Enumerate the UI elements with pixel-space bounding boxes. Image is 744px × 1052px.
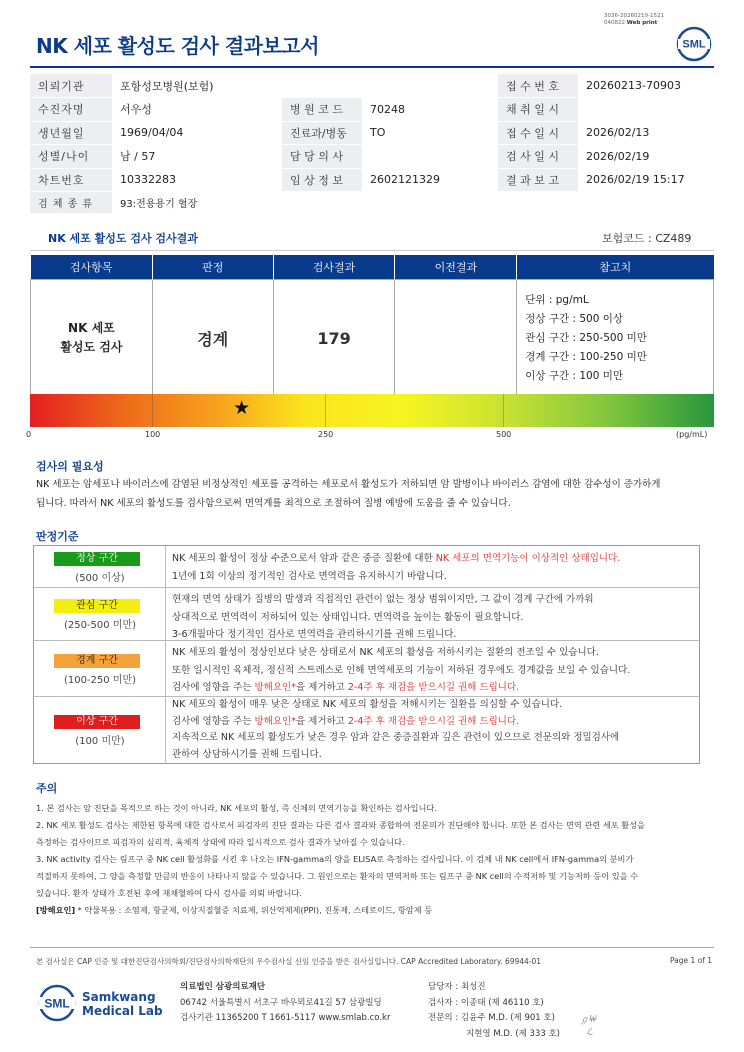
info-value — [362, 145, 498, 169]
info-value: 2026/02/19 — [578, 145, 714, 169]
result-cell — [273, 279, 395, 397]
criteria-line: NK 세포의 활성이 매우 낮은 상태로 NK 세포의 활성을 저해시키는 질환을 의심할 수 있습니다. — [172, 699, 563, 710]
column-header: 검사항목 — [31, 255, 153, 279]
document-id: 3036-20260219-1521 040822 Web print — [604, 13, 664, 26]
info-label: 생년월일 — [30, 121, 112, 145]
signature-mark: ℊ₩ — [580, 1015, 597, 1025]
result-table — [30, 255, 714, 398]
info-value: 93:전용용기 혈장 — [112, 192, 714, 214]
info-label: 진료과/병동 — [282, 121, 362, 145]
reference-cell — [517, 279, 714, 397]
gauge-unit: (pg/mL) — [676, 430, 708, 439]
criteria-range: (100 미만) — [75, 736, 125, 747]
info-label: 임 상 정 보 — [282, 168, 362, 192]
sml-logo-icon — [676, 26, 712, 62]
staff-info: 담당자 : 최성진 검사자 : 이종태 (제 46110 호) 전문의 : 김윤주 M.D. (제 901 호) 지현영 M.D. (제 333 호) — [428, 982, 561, 1039]
test-name: 활성도 검사 — [60, 340, 123, 354]
criteria-range: (500 이상) — [75, 573, 125, 584]
result-value: 179 — [317, 328, 351, 348]
necessity-title: 검사의 필요성 — [36, 460, 104, 473]
criteria-line: 검사에 영향을 주는 방해요인*을 제거하고 2-4주 후 재검을 받으시길 권해 드립니다. — [172, 715, 520, 727]
criteria-title: 판정기준 — [36, 530, 79, 543]
result-gauge-bar — [30, 394, 714, 427]
notes-text: 1. 본 검사는 암 진단을 목적으로 하는 것이 아니라, NK 세포의 활성, 즉 신체의 면역기능을 확인하는 검사입니다. 2. NK 세포 활성도 검사는 제한된 항목에 대한 검사로서 피검자의 진단 결과는 다른 검사 결과와 종합하여 전문의가 진단해야 합니다. 또한 본 검사는 면역 관련 세포 활성을 측정하는 검사이므로 피검자의 심리적, 육체적 상태에 따라 일시적으로 검사 결과가 낮아질 수 있습니다. 3. NK activity 검사는 림프구 중 NK cell 활성화를 시킨 후 나오는 IFN-gamma의 양을 ELISA로 측정하는 검사입니다. 이 검체 내 NK cell에서 IFN-gamma의 분비가 적절하지 못하여, 그 양을 측정할 만큼의 반응이 나타나지 않을 수 있습니다. 그 원인으로는 환자의 면역저하 또는 림프구 중 NK cell의 수적저하 및 기능저하 등이 있을 수 있습니다. 환자 상태가 호전된 후에 재채혈하여 다시 검사를 의뢰 바랍니다. [방해요인] * 약물복용 : 소염제, 항균제, 이상지질혈증 치료제, 위산억제제(PPI), 진통제, 스테로이드, 항암제 등 — [36, 803, 645, 915]
criteria-line: 현재의 면역 상태가 질병의 발생과 직접적인 관련이 없는 정상 범위이지만, 그 값이 경계 구간에 가까워 — [172, 594, 594, 605]
column-header: 이전결과 — [395, 255, 517, 279]
info-label: 차트번호 — [30, 168, 112, 192]
criteria-range: (250-500 미만) — [63, 620, 137, 631]
result-marker-star-icon: ★ — [233, 397, 251, 419]
info-label: 검 체 종 류 — [30, 192, 112, 214]
info-label: 접 수 일 시 — [498, 121, 578, 145]
info-value: 포항성모병원(보험) — [112, 74, 498, 98]
report-title: NK 세포 활성도 검사 결과보고서 — [36, 34, 319, 58]
info-value — [578, 98, 714, 122]
criteria-row-abnormal — [34, 697, 699, 764]
signature-mark: ℒ — [586, 1028, 593, 1038]
criteria-text — [172, 697, 692, 763]
criteria-line: 지속적으로 NK 세포의 활성도가 낮은 경우 암과 같은 중증질환과 깊은 관련이 있으므로 전문의와 정밀검사에 — [172, 732, 620, 743]
info-value: 10332283 — [112, 168, 282, 192]
institution-info: 의료법인 삼광의료재단 06742 서울특별시 서초구 바우뫼로41길 57 삼광빌딩 검사기관 11365200 T 1661-5117 www.smlab.co.kr — [180, 982, 391, 1023]
criteria-line: 또한 일시적인 육체적, 정신적 스트레스로 인해 면역세포의 기능이 저하된 경우에도 경계값을 보일 수 있습니다. — [172, 664, 631, 676]
reference-line: 관심 구간 : 250-500 미만 — [525, 331, 647, 344]
info-label: 담 당 의 사 — [282, 145, 362, 169]
criteria-line: NK 세포의 활성이 정상 수준으로서 암과 같은 중증 질환에 대한 NK 세포의 면역기능이 이상적인 상태입니다. — [172, 553, 621, 564]
info-value: 2026/02/19 15:17 — [578, 168, 714, 192]
info-value: TO — [362, 121, 498, 145]
page-number: Page 1 of 1 — [670, 956, 713, 965]
header-rule — [30, 66, 714, 68]
gauge-label: 100 — [145, 430, 161, 439]
info-value: 서우성 — [112, 98, 282, 122]
footer-rule — [30, 947, 714, 948]
previous-result-cell — [395, 279, 517, 397]
insurance-code: 보험코드 : CZ489 — [602, 232, 692, 245]
necessity-text: NK 세포는 암세포나 바이러스에 감염된 비정상적인 세포를 공격하는 세포로서 활성도가 저하되면 암 발병이나 바이러스 감염에 대한 감수성이 증가하게 됩니다. 따라서 NK 세포의 활성도를 검사함으로써 면역계를 최적으로 조절하여 질병 예방에 도움을 줄 수 있습니다. — [36, 479, 661, 509]
criteria-badge: 이상 구간 — [54, 715, 140, 729]
criteria-line: 상대적으로 면역력이 저하되어 있는 상태입니다. 면역력을 높이는 활동이 필요합니다. — [172, 611, 524, 623]
svg-text:SML: SML — [44, 996, 70, 1011]
result-section-title: NK 세포 활성도 검사 검사결과 — [48, 232, 198, 245]
reference-line: 정상 구간 : 500 이상 — [525, 312, 624, 325]
criteria-badge: 경계 구간 — [54, 654, 140, 668]
info-label: 결 과 보 고 — [498, 168, 578, 192]
column-header: 판정 — [152, 255, 273, 279]
reference-line: 경계 구간 : 100-250 미만 — [525, 350, 647, 363]
info-value: 2602121329 — [362, 168, 498, 192]
info-value: 70248 — [362, 98, 498, 122]
svg-text:SML: SML — [682, 38, 706, 51]
criteria-text — [172, 550, 692, 585]
test-name-cell — [31, 279, 153, 397]
criteria-row-borderline — [34, 641, 699, 697]
criteria-line: 1년에 1회 이상의 정기적인 검사로 면역력을 유지하시기 바랍니다. — [172, 570, 447, 582]
reference-line: 이상 구간 : 100 미만 — [525, 369, 624, 382]
criteria-line: 관하여 상담하시기를 권해 드립니다. — [172, 748, 322, 760]
reference-line: 단위 : pg/mL — [525, 293, 589, 306]
test-name: NK 세포 — [68, 321, 115, 335]
info-label: 성별/나이 — [30, 145, 112, 169]
gauge-tick — [152, 394, 153, 427]
criteria-line: NK 세포의 활성이 정상인보다 낮은 상태로서 NK 세포의 활성을 저하시키는 질환의 전조일 수 있습니다. — [172, 647, 599, 658]
info-label: 병 원 코 드 — [282, 98, 362, 122]
info-value: 2026/02/13 — [578, 121, 714, 145]
gauge-label: 500 — [496, 430, 512, 439]
criteria-line: 검사에 영향을 주는 방해요인*을 제거하고 2-4주 후 재검을 받으시길 권해 드립니다. — [172, 682, 520, 693]
gauge-tick — [503, 394, 504, 427]
criteria-badge: 정상 구간 — [54, 552, 140, 566]
criteria-table — [33, 545, 700, 764]
gauge-tick — [325, 394, 326, 427]
criteria-range: (100-250 미만) — [63, 675, 137, 686]
criteria-row-normal — [34, 546, 699, 588]
gauge-label: 0 — [26, 430, 32, 439]
column-header: 검사결과 — [273, 255, 395, 279]
criteria-text — [172, 591, 692, 644]
criteria-row-interest — [34, 588, 699, 641]
info-value: 1969/04/04 — [112, 121, 282, 145]
sml-logo-icon — [38, 984, 76, 1022]
patient-info-table — [30, 74, 714, 214]
judgment-cell — [152, 279, 273, 397]
criteria-text — [172, 644, 692, 697]
gauge-label: 250 — [318, 430, 334, 439]
interference-label: [방해요인] — [36, 905, 76, 915]
info-label: 의뢰기관 — [30, 74, 112, 98]
info-label: 채 취 일 시 — [498, 98, 578, 122]
notes-title: 주의 — [36, 782, 58, 795]
criteria-line: 3-6개월마다 정기적인 검사로 면역력을 관리하시기를 권해 드립니다. — [172, 629, 457, 640]
column-header: 참고치 — [517, 255, 714, 279]
info-value: 20260213-70903 — [578, 74, 714, 98]
section-rule — [30, 250, 714, 251]
certification-text: 본 검사실은 CAP 인증 및 대한진단검사의학회/진단검사의학재단의 우수검사실 신임 인증을 받은 검사실입니다. CAP Accredited Laboratory. 69944-01 — [36, 957, 542, 966]
brand-name: Samkwang Medical Lab — [82, 990, 163, 1018]
info-label: 접 수 번 호 — [498, 74, 578, 98]
info-label: 검 사 일 시 — [498, 145, 578, 169]
info-value: 남 / 57 — [112, 145, 282, 169]
info-label: 수진자명 — [30, 98, 112, 122]
criteria-badge: 관심 구간 — [54, 599, 140, 613]
judgment-value: 경계 — [197, 329, 229, 349]
